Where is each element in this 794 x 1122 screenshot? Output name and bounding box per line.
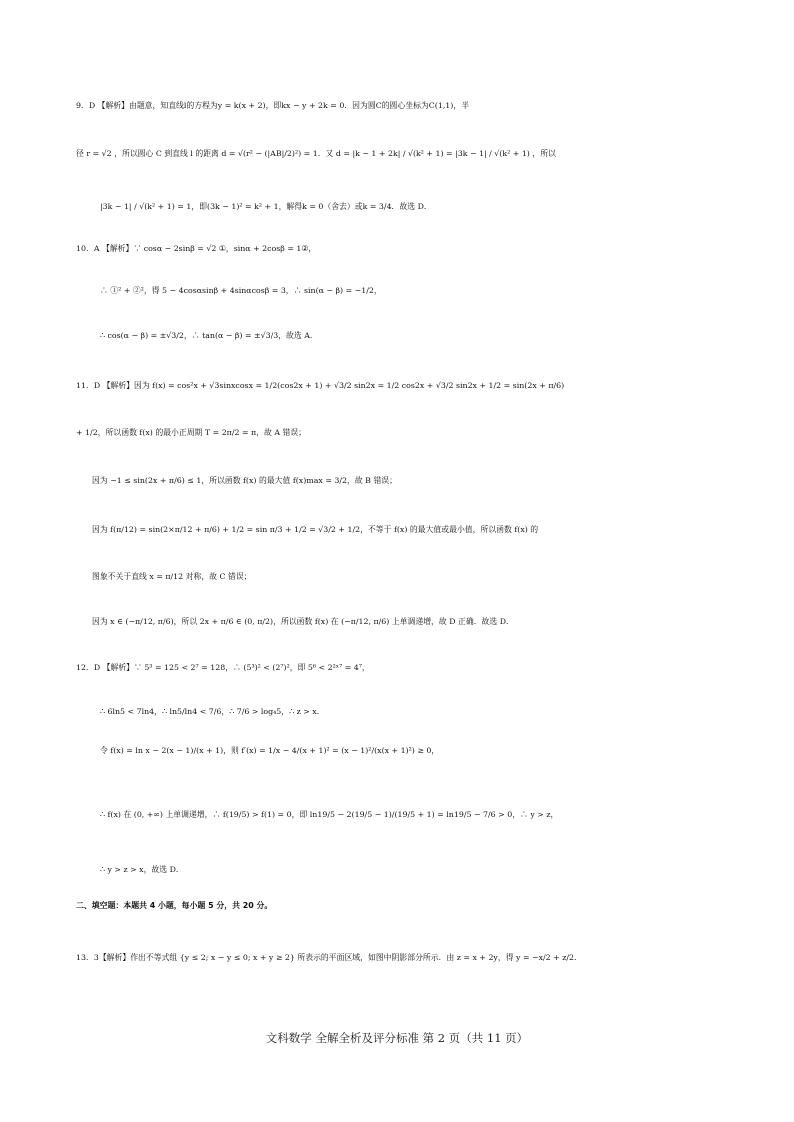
q9-line-2: 径 r = √2 ，所以圆心 C 到直线 l 的距离 d = √(r² − (|AB|/2)²) = 1．又 d = |k − 1 + 2k| / √(k² + 1) = |3k − 1| / √(k² + 1) ，所以 [76,149,556,158]
q12-line-1: 12．D 【解析】∵ 5³ = 125 < 2⁷ = 128，∴ (5³)² < (2⁷)²，即 5⁶ < 2²ˣ⁷ = 4⁷， [76,663,370,672]
q11-line-2: + 1/2，所以函数 f(x) 的最小正周期 T = 2π/2 = π，故 A 错误； [76,428,307,437]
q12-line-5: ∴ y > z > x，故选 D． [100,865,184,874]
q11-line-5: 图象不关于直线 x = π/12 对称，故 C 错误； [92,572,252,581]
q10-line-3: ∴ cos(α − β) = ±√3/2，∴ tan(α − β) = ±√3/3，故选 A． [100,331,318,340]
q9-line-3: |3k − 1| / √(k² + 1) = 1，即(3k − 1)² = k² + 1，解得k = 0（舍去）或k = 3/4．故选 D． [100,202,432,211]
q10-line-1: 10．A 【解析】∵ cosα − 2sinβ = √2 ①，sinα + 2cosβ = 1②， [76,244,317,253]
q11-line-1: 11．D 【解析】因为 f(x) = cos²x + √3sinxcosx = 1/2(cos2x + 1) + √3/2 sin2x = 1/2 cos2x + √3/2 sin2x + 1/2 = sin(2x + π/6) [76,381,565,390]
q13-line-1: 13．3【解析】作出不等式组 {y ≤ 2; x − y ≤ 0; x + y ≥ 2} 所表示的平面区域，如图中阴影部分所示．由 z = x + 2y，得 y = −x/2 + z/2． [76,953,582,962]
q12-line-3: 令 f(x) = ln x − 2(x − 1)/(x + 1)，则 f′(x) = 1/x − 4/(x + 1)² = (x − 1)²/(x(x + 1)²) ≥ 0， [100,746,440,755]
q11-line-4: 因为 f(π/12) = sin(2×π/12 + π/6) + 1/2 = sin π/3 + 1/2 = √3/2 + 1/2，不等于 f(x) 的最大值或最小值，所以函数 f(x) 的 [92,525,539,534]
section-heading-fill-in: 二、填空题：本题共 4 小题，每小题 5 分，共 20 分。 [76,901,273,910]
q12-line-2: ∴ 6ln5 < 7ln4，∴ ln5/ln4 < 7/6，∴ 7/6 > log₄5，∴ z > x． [100,707,325,716]
q12-line-4: ∴ f(x) 在 (0, +∞) 上单调递增，∴ f(19/5) > f(1) = 0，即 ln19/5 − 2(19/5 − 1)/(19/5 + 1) = ln19/5 − 7/6 > 0，∴ y > z， [100,810,559,819]
q11-line-6: 因为 x ∈ (−π/12, π/6)，所以 2x + π/6 ∈ (0, π/2)，所以函数 f(x) 在 (−π/12, π/6) 上单调递增，故 D 正确．故选 D． [92,617,514,626]
q10-line-2: ∴ ①² + ②²，得 5 − 4cosαsinβ + 4sinαcosβ = 3，∴ sin(α − β) = −1/2， [100,286,382,295]
q11-line-3: 因为 −1 ≤ sin(2x + π/6) ≤ 1，所以函数 f(x) 的最大值 f(x)max = 3/2，故 B 错误； [92,476,397,485]
page-footer: 文科数学 全解全析及评分标准 第 2 页（共 11 页） [265,1031,529,1045]
q9-line-1: 9．D 【解析】由题意，知直线l的方程为y = k(x + 2)，即kx − y + 2k = 0．因为圆C的圆心坐标为C(1,1)，半 [76,101,470,110]
